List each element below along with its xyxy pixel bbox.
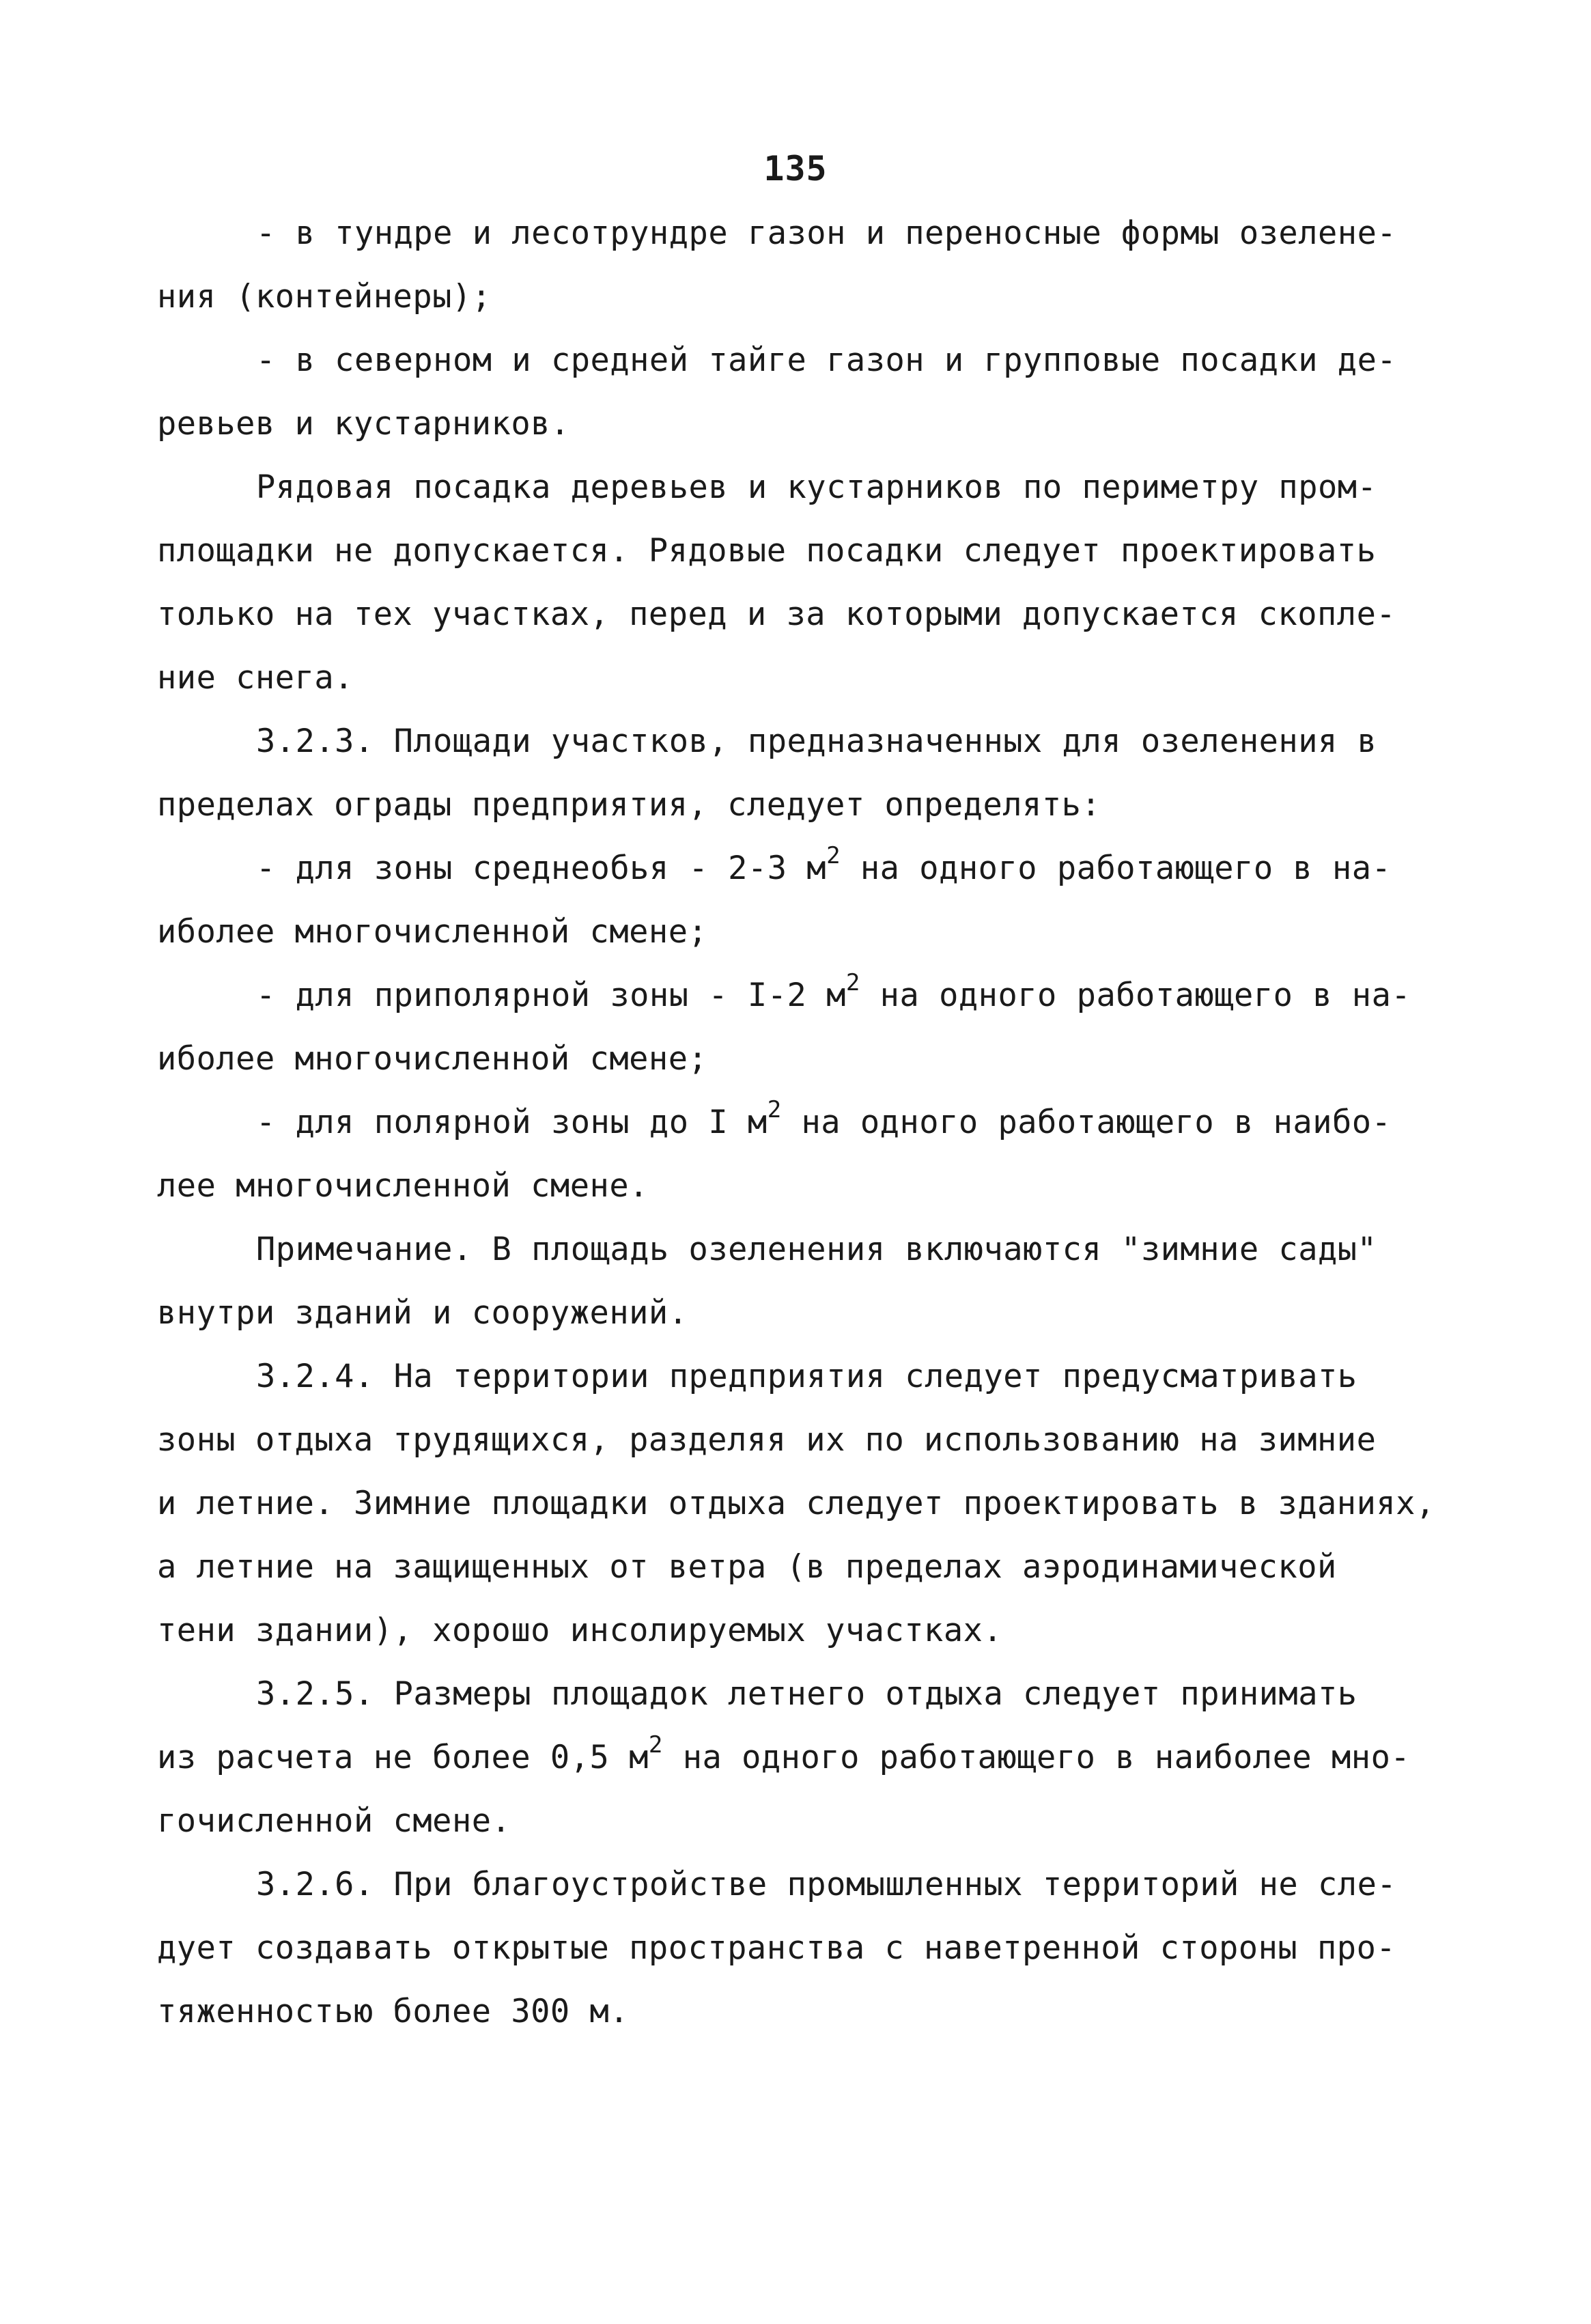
- superscript: 2: [648, 1731, 663, 1759]
- line-text-continued: на одного работающего в наибо-: [781, 1104, 1392, 1141]
- line-text: из расчета не более 0,5 м: [157, 1739, 649, 1776]
- line-text: 3.2.3. Площади участков, предназначенных для озеленения в: [256, 723, 1377, 760]
- text-line: [157, 594, 1396, 635]
- text-line: [256, 969, 1411, 1016]
- line-text: Примечание. В площадь озеленения включаются "зимние сады": [256, 1231, 1377, 1268]
- text-line: [157, 1928, 1396, 1969]
- line-text: лее многочисленной смене.: [157, 1167, 649, 1205]
- text-line: [157, 277, 492, 318]
- text-line: [157, 1483, 1435, 1524]
- line-text: 3.2.6. При благоустройстве промышленных территорий не сле-: [256, 1866, 1397, 1903]
- text-line: [157, 1420, 1376, 1461]
- text-line: [256, 1356, 1357, 1397]
- line-text: зоны отдыха трудящихся, разделяя их по использованию на зимние: [157, 1421, 1377, 1459]
- line-text: гочисленной смене.: [157, 1802, 511, 1840]
- line-text: площадки не допускается. Рядовые посадки следует проектировать: [157, 532, 1377, 570]
- line-text: Рядовая посадка деревьев и кустарников по периметру пром-: [256, 468, 1377, 506]
- line-text: тени здании), хорошо инсолируемых участках.: [157, 1612, 1003, 1649]
- page-number: 135: [763, 149, 828, 188]
- text-line: [256, 340, 1396, 381]
- superscript: 2: [845, 969, 860, 997]
- line-text: пределах ограды предприятия, следует определять:: [157, 786, 1101, 824]
- line-text: - в тундре и лесотрундре газон и переносные формы озелене-: [256, 214, 1397, 252]
- line-text: и летние. Зимние площадки отдыха следует проектировать в зданиях,: [157, 1485, 1435, 1522]
- text-line: [256, 1864, 1396, 1905]
- text-line: [157, 1039, 707, 1080]
- line-text: 3.2.5. Размеры площадок летнего отдыха следует принимать: [256, 1675, 1357, 1713]
- text-line: [256, 842, 1392, 889]
- superscript: 2: [826, 842, 841, 870]
- text-line: [157, 531, 1376, 572]
- line-text: 3.2.4. На территории предприятия следует предусматривать: [256, 1358, 1357, 1395]
- text-line: [256, 1096, 1392, 1143]
- line-text-continued: на одного работающего в наиболее мно-: [662, 1739, 1411, 1776]
- text-line: [256, 721, 1377, 762]
- line-text: ния (контейнеры);: [157, 278, 492, 316]
- line-text: тяженностью более 300 м.: [157, 1993, 630, 2030]
- line-text-continued: на одного работающего в на-: [841, 850, 1392, 887]
- superscript: 2: [767, 1096, 782, 1124]
- text-line: [157, 912, 707, 953]
- line-text: ние снега.: [157, 659, 354, 697]
- line-text-continued: на одного работающего в на-: [860, 977, 1411, 1014]
- text-line: [256, 213, 1396, 254]
- text-line: [157, 404, 570, 445]
- line-text: - для полярной зоны до I м: [256, 1104, 768, 1141]
- text-line: [256, 467, 1377, 508]
- line-text: только на тех участках, перед и за которыми допускается скопле-: [157, 596, 1396, 633]
- line-text: - для зоны среднеобья - 2-3 м: [256, 850, 827, 887]
- text-line: [157, 1610, 1002, 1651]
- text-line: [157, 1547, 1337, 1588]
- text-line: [157, 1293, 688, 1334]
- text-line: [157, 1801, 511, 1842]
- line-text: а летние на защищенных от ветра (в пределах аэродинамической: [157, 1548, 1337, 1586]
- line-text: ревьев и кустарников.: [157, 405, 570, 443]
- line-text: иболее многочисленной смене;: [157, 1040, 708, 1078]
- text-line: [157, 1166, 649, 1207]
- text-line: [256, 1229, 1377, 1270]
- text-line: [157, 658, 354, 699]
- line-text: - в северном и средней тайге газон и групповые посадки де-: [256, 341, 1397, 379]
- text-line: [157, 785, 1101, 826]
- text-line: [157, 1991, 629, 2032]
- text-line: [157, 1731, 1411, 1778]
- text-line: [256, 1674, 1357, 1715]
- line-text: внутри зданий и сооружений.: [157, 1294, 688, 1332]
- line-text: дует создавать открытые пространства с наветренной стороны про-: [157, 1929, 1396, 1967]
- line-text: иболее многочисленной смене;: [157, 913, 708, 951]
- line-text: - для приполярной зоны - I-2 м: [256, 977, 846, 1014]
